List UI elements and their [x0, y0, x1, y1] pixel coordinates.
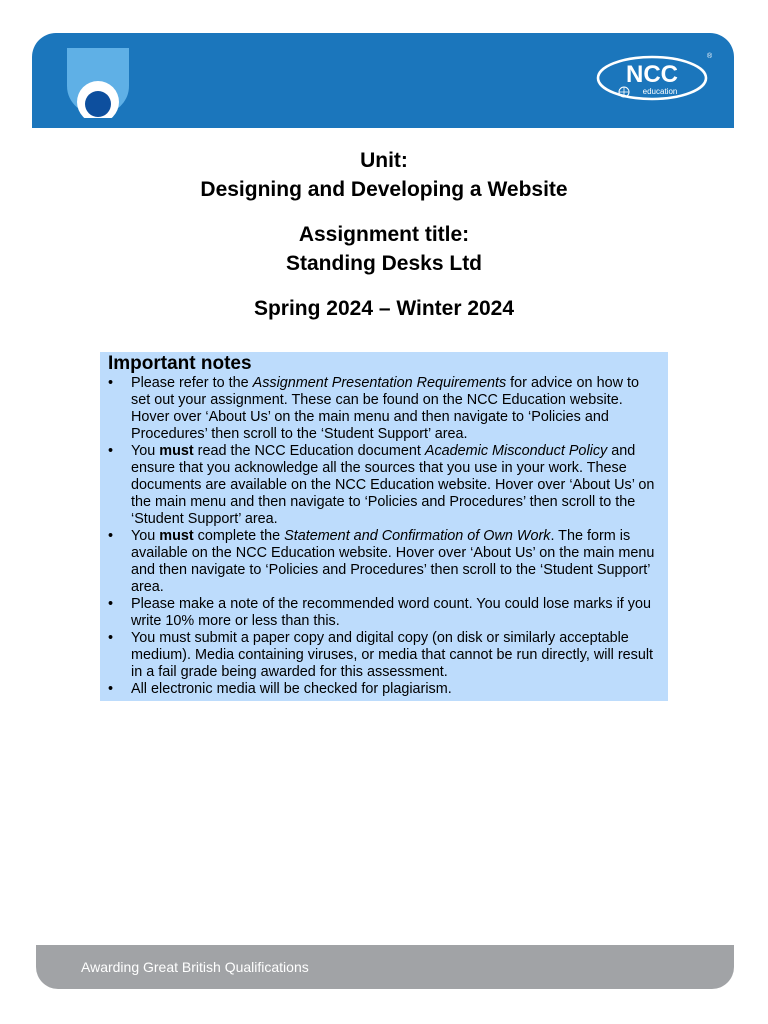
- note-item: • Please make a note of the recommended word count. You could lose marks if you write 10% more or less than this.: [108, 596, 651, 629]
- ncc-education-logo: [594, 48, 712, 110]
- note-item: • You must read the NCC Education document Academic Misconduct Policy and ensure that you acknowledge all the sources that you use in your work. These documents are available on the NCC Education website. Hover over ‘About Us’ on the main menu and then navigate to ‘Policies and Procedures’ then scroll to the ‘Student Support’ area.: [108, 443, 655, 527]
- note-item: • Please refer to the Assignment Presentation Requirements for advice on how to set out your assignment. These can be found on the NCC Education website. Hover over ‘About Us’ on the main menu and then navigate to ‘Policies and Procedures’ then scroll to the ‘Student Support’ area.: [108, 375, 639, 442]
- note-item: • You must complete the Statement and Confirmation of Own Work. The form is available on the NCC Education website. Hover over ‘About Us’ on the main menu and then navigate to ‘Policies and Procedures’ then scroll to the ‘Student Support’ area.: [108, 528, 655, 595]
- bullet-icon: •: [108, 443, 114, 459]
- footer-tagline: Awarding Great British Qualifications: [81, 959, 309, 975]
- important-notes-box: [100, 352, 668, 701]
- footer-band: [36, 945, 734, 989]
- note-item: • You must submit a paper copy and digital copy (on disk or similarly acceptable medium). Media containing viruses, or media that cannot be run directly, will result in a fail grade being awarded for this assessment.: [108, 630, 654, 680]
- bullet-icon: •: [108, 630, 114, 646]
- unit-label: Unit:: [360, 149, 408, 172]
- institution-shield-icon: [65, 46, 131, 118]
- bullet-icon: •: [108, 375, 114, 391]
- note-item: • All electronic media will be checked for plagiarism.: [108, 681, 452, 697]
- title-block: [0, 146, 768, 323]
- notes-list: [108, 375, 662, 698]
- logo-subtext: education: [642, 87, 678, 96]
- assessment-period: Spring 2024 – Winter 2024: [253, 297, 515, 320]
- bullet-icon: •: [108, 681, 114, 697]
- logo-registered-mark: ®: [707, 53, 712, 60]
- assignment-name: Standing Desks Ltd: [285, 252, 483, 275]
- unit-name: Designing and Developing a Website: [200, 178, 568, 201]
- bullet-icon: •: [108, 528, 114, 544]
- logo-text: NCC: [626, 61, 678, 88]
- assignment-label: Assignment title:: [298, 223, 470, 246]
- bullet-icon: •: [108, 596, 114, 612]
- notes-heading: Important notes: [108, 353, 252, 374]
